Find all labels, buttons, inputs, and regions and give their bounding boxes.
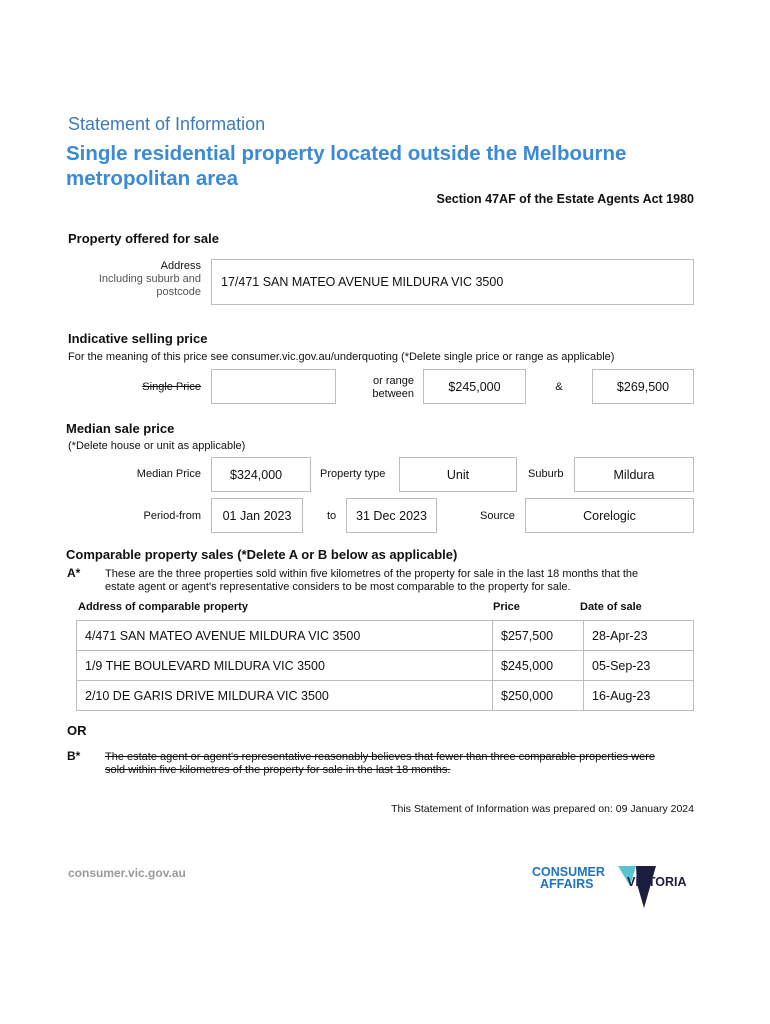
comp-date-cell[interactable]: 28-Apr-23 [584, 621, 694, 651]
statement-label: Statement of Information [68, 114, 266, 134]
address-field[interactable] [211, 259, 694, 305]
period-from-label: Period-from [143, 510, 201, 522]
table-row [77, 681, 694, 711]
col-header-address: Address of comparable property [78, 601, 248, 613]
property-section-title: Property offered for sale [68, 231, 219, 246]
source-label: Source [480, 510, 515, 522]
source-field[interactable] [525, 498, 694, 533]
option-b-text-line2: sold within five kilometres of the property for sale in the last 18 months. [105, 764, 451, 776]
range-high-value: $269,500 [616, 379, 670, 394]
table-row [77, 621, 694, 651]
median-price-field[interactable] [211, 457, 311, 492]
property-type-value: Unit [446, 467, 470, 482]
range-amp: & [555, 381, 563, 393]
address-label: Address [160, 260, 201, 272]
period-to-value: 31 Dec 2023 [356, 508, 427, 523]
address-sublabel-2: postcode [156, 286, 201, 298]
logo-line-1: CONSUMER [532, 865, 605, 879]
col-header-price: Price [493, 601, 520, 613]
property-type-field[interactable] [399, 457, 517, 492]
table-row [77, 651, 694, 681]
indicative-note: For the meaning of this price see consumer.vic.gov.au/underquoting (*Delete single price or range as applicable) [68, 351, 615, 363]
option-a-text-line2: estate agent or agent's representative considers to be most comparable to the property for sale. [105, 581, 571, 593]
comp-date-cell[interactable]: 05-Sep-23 [584, 651, 694, 681]
comp-price-cell[interactable]: $257,500 [493, 621, 584, 651]
median-note: (*Delete house or unit as applicable) [68, 440, 246, 452]
median-section-title: Median sale price [66, 421, 175, 436]
period-from-field[interactable] [211, 498, 303, 533]
col-header-date: Date of sale [580, 601, 642, 613]
comparable-table [76, 620, 694, 711]
address-sublabel-1: Including suburb and [98, 273, 201, 285]
footer-url[interactable]: consumer.vic.gov.au [68, 866, 186, 880]
option-a-marker: A* [67, 566, 81, 580]
indicative-section-title: Indicative selling price [68, 331, 208, 346]
range-low-field[interactable] [423, 369, 526, 404]
range-high-field[interactable] [592, 369, 694, 404]
comp-date-cell[interactable]: 16-Aug-23 [584, 681, 694, 711]
prepared-date: This Statement of Information was prepared on: 09 January 2024 [391, 803, 694, 815]
comp-address-cell[interactable]: 4/471 SAN MATEO AVENUE MILDURA VIC 3500 [77, 621, 493, 651]
property-type-label: Property type [320, 468, 386, 480]
comp-address-cell[interactable]: 2/10 DE GARIS DRIVE MILDURA VIC 3500 [77, 681, 493, 711]
single-price-field[interactable] [211, 369, 336, 404]
comparable-section-title: Comparable property sales (*Delete A or B below as applicable) [66, 547, 458, 562]
comp-price-cell[interactable]: $250,000 [493, 681, 584, 711]
period-from-value: 01 Jan 2023 [222, 508, 292, 523]
consumer-affairs-logo [530, 862, 700, 912]
range-low-value: $245,000 [448, 379, 501, 394]
median-price-label: Median Price [136, 468, 201, 480]
option-b-marker: B* [67, 749, 81, 763]
suburb-value: Mildura [613, 467, 655, 482]
range-label-1: or range [373, 375, 414, 387]
suburb-field[interactable] [574, 457, 694, 492]
comp-address-cell[interactable]: 1/9 THE BOULEVARD MILDURA VIC 3500 [77, 651, 493, 681]
comp-price-cell[interactable]: $245,000 [493, 651, 584, 681]
or-label: OR [67, 723, 87, 738]
act-reference: Section 47AF of the Estate Agents Act 1980 [436, 192, 694, 206]
single-price-label: Single Price [142, 381, 201, 393]
logo-line-2: AFFAIRS [540, 877, 594, 891]
logo-word: VICTORIA [627, 875, 687, 889]
address-value: 17/471 SAN MATEO AVENUE MILDURA VIC 3500 [221, 275, 504, 289]
range-label-2: between [372, 388, 414, 400]
option-b-text-line1: The estate agent or agent's representative reasonably believes that fewer than three comparable properties were [105, 751, 655, 763]
median-price-value: $324,000 [230, 468, 283, 482]
option-a-text-line1: These are the three properties sold within five kilometres of the property for sale in the last 18 months that the [105, 568, 639, 580]
source-value: Corelogic [583, 508, 636, 523]
suburb-label: Suburb [528, 468, 564, 480]
to-label: to [327, 510, 337, 522]
page-title: Single residential property located outside the Melbourne metropolitan area [66, 142, 627, 190]
period-to-field[interactable] [346, 498, 437, 533]
